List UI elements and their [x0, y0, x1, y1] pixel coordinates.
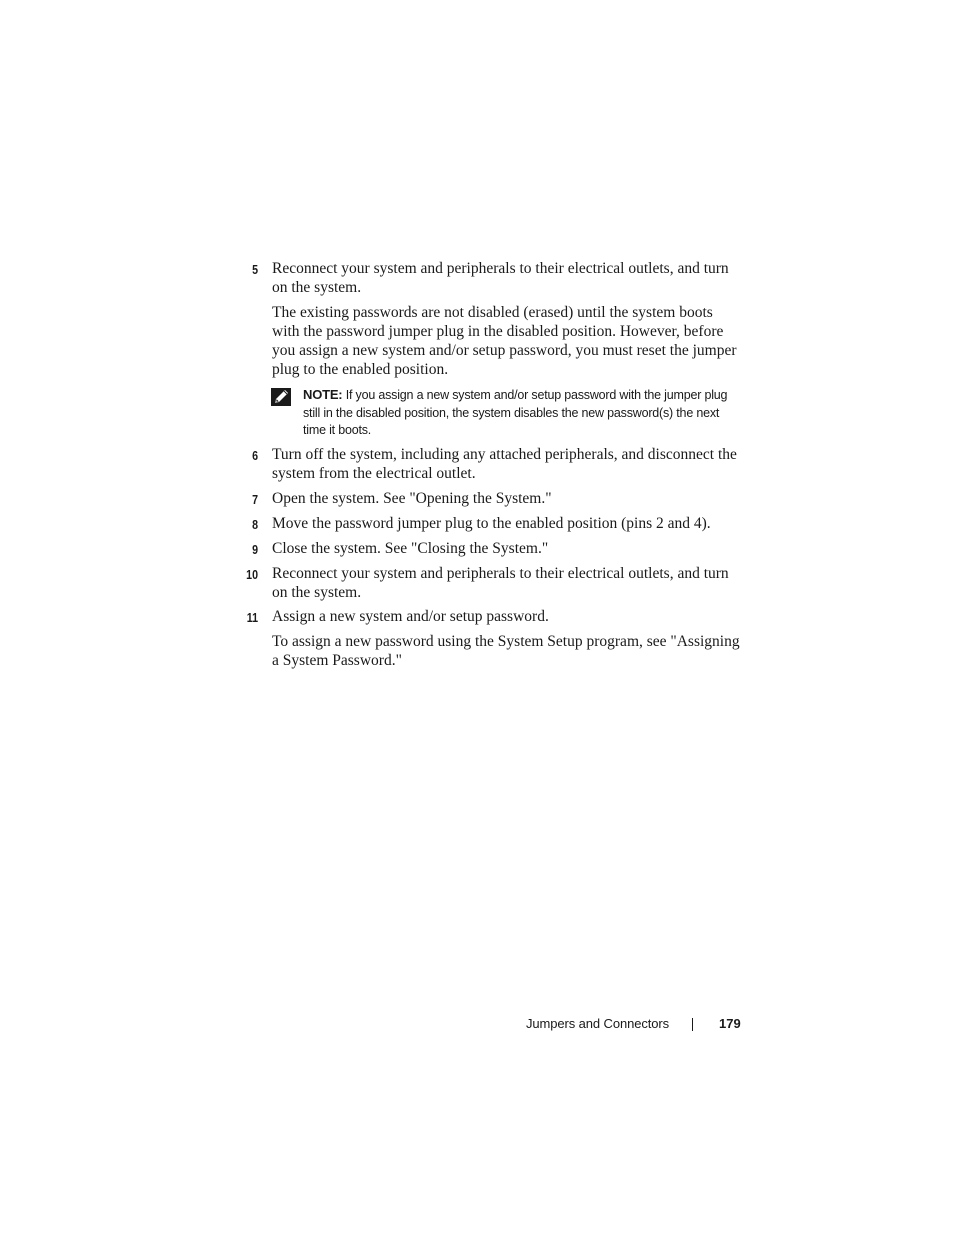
step-number: 9	[252, 542, 258, 557]
step-number: 11	[246, 610, 258, 625]
note-label: NOTE:	[303, 387, 343, 402]
step-number: 6	[252, 448, 258, 463]
page-number: 179	[719, 1016, 741, 1031]
step-text: Reconnect your system and peripherals to their electrical outlets, and turn on the system.	[272, 260, 729, 296]
note-text	[303, 386, 743, 440]
step-text: Open the system. See "Opening the System."	[272, 490, 552, 507]
step-number: 8	[252, 517, 258, 532]
step-text: Assign a new system and/or setup password.	[272, 608, 549, 625]
note-body: If you assign a new system and/or setup password with the jumper plug still in the disabled position, the system disables the new password(s) the next time it boots.	[303, 388, 728, 437]
pencil-note-icon	[271, 388, 291, 406]
step-5-explanation: The existing passwords are not disabled (erased) until the system boots with the password jumper plug in the disabled position. However, before you assign a new system and/or setup password, you must reset the jumper plug to the enabled position.	[272, 304, 737, 378]
footer-separator	[692, 1018, 693, 1031]
step-number: 7	[252, 492, 258, 507]
footer-section-title: Jumpers and Connectors	[526, 1016, 670, 1031]
step-number: 5	[252, 262, 258, 277]
step-text: Move the password jumper plug to the enabled position (pins 2 and 4).	[272, 515, 711, 532]
step-text: Turn off the system, including any attached peripherals, and disconnect the system from the electrical outlet.	[272, 446, 737, 482]
step-11-explanation: To assign a new password using the System Setup program, see "Assigning a System Password."	[272, 633, 740, 669]
step-number: 10	[246, 567, 258, 582]
step-text: Reconnect your system and peripherals to their electrical outlets, and turn on the system.	[272, 565, 729, 601]
step-text: Close the system. See "Closing the System."	[272, 540, 549, 557]
